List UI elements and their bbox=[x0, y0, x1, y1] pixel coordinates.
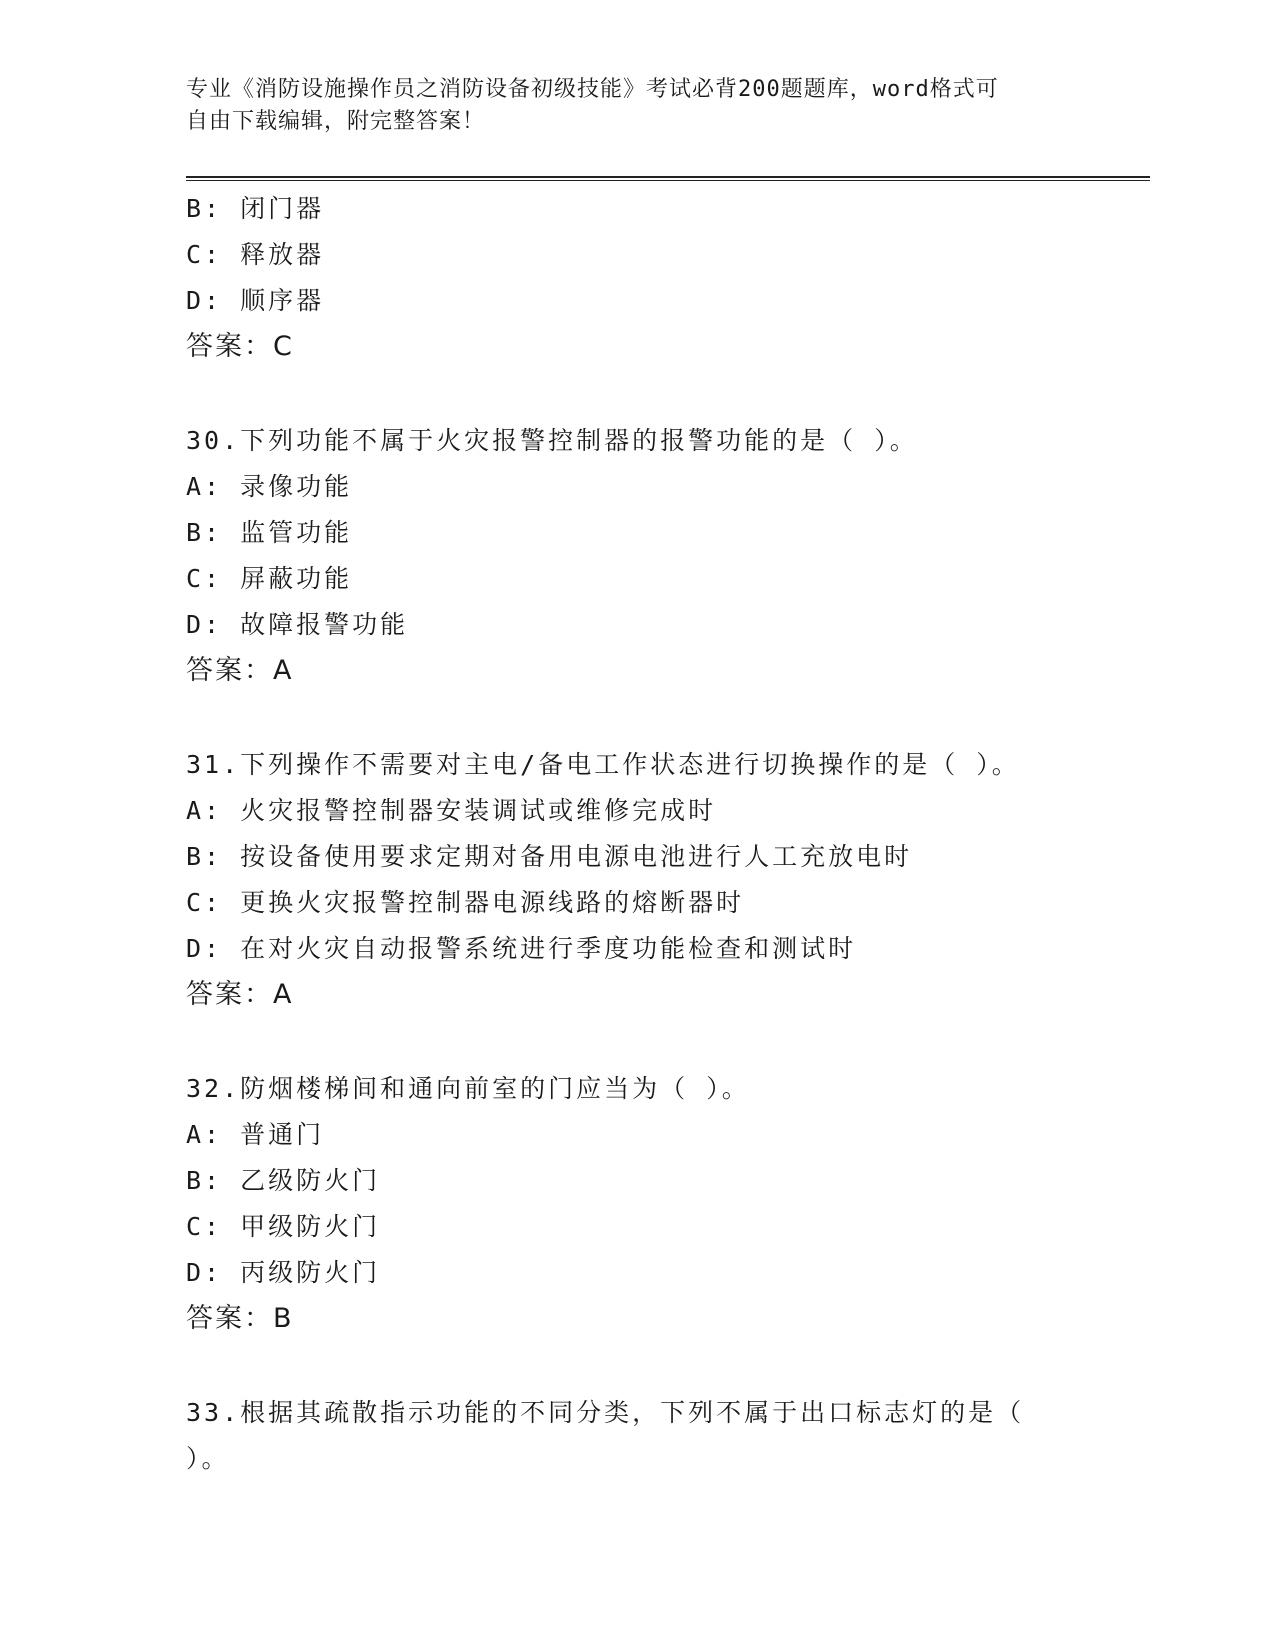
option-c: C: 释放器 bbox=[186, 240, 325, 269]
option-d: D: 故障报警功能 bbox=[186, 610, 409, 639]
question-31 bbox=[186, 742, 1150, 1018]
answer-line: 答案：A bbox=[186, 655, 294, 686]
option-d: D: 顺序器 bbox=[186, 286, 325, 315]
document-header bbox=[186, 74, 1066, 138]
question-30 bbox=[186, 418, 1150, 694]
option-a: A: 录像功能 bbox=[186, 472, 353, 501]
option-d: D: 在对火灾自动报警系统进行季度功能检查和测试时 bbox=[186, 934, 857, 963]
partial-question bbox=[186, 186, 1150, 370]
question-32 bbox=[186, 1066, 1150, 1342]
option-a: A: 火灾报警控制器安装调试或维修完成时 bbox=[186, 796, 717, 825]
option-b: B: 乙级防火门 bbox=[186, 1166, 381, 1195]
question-stem: 33.根据其疏散指示功能的不同分类，下列不属于出口标志灯的是（ bbox=[186, 1398, 1025, 1427]
answer-line: 答案：A bbox=[186, 979, 294, 1010]
header-divider bbox=[186, 176, 1150, 181]
question-stem: 31.下列操作不需要对主电/备电工作状态进行切换操作的是（ ）。 bbox=[186, 750, 1020, 779]
header-line-2: 自由下载编辑，附完整答案！ bbox=[186, 109, 486, 134]
question-stem: 30.下列功能不属于火灾报警控制器的报警功能的是（ ）。 bbox=[186, 426, 918, 455]
question-33 bbox=[186, 1390, 1150, 1482]
option-c: C: 屏蔽功能 bbox=[186, 564, 353, 593]
option-d: D: 丙级防火门 bbox=[186, 1258, 381, 1287]
option-c: C: 甲级防火门 bbox=[186, 1212, 381, 1241]
answer-line: 答案：C bbox=[186, 331, 294, 362]
option-c: C: 更换火灾报警控制器电源线路的熔断器时 bbox=[186, 888, 745, 917]
option-b: B: 按设备使用要求定期对备用电源电池进行人工充放电时 bbox=[186, 842, 913, 871]
question-list bbox=[186, 186, 1150, 1482]
answer-line: 答案：B bbox=[186, 1303, 294, 1334]
question-stem-continued: ）。 bbox=[186, 1444, 230, 1473]
option-a: A: 普通门 bbox=[186, 1120, 325, 1149]
header-line-1: 专业《消防设施操作员之消防设备初级技能》考试必背200题题库，word格式可 bbox=[186, 77, 999, 102]
question-stem: 32.防烟楼梯间和通向前室的门应当为（ ）。 bbox=[186, 1074, 750, 1103]
option-b: B: 监管功能 bbox=[186, 518, 353, 547]
option-b: B: 闭门器 bbox=[186, 194, 325, 223]
